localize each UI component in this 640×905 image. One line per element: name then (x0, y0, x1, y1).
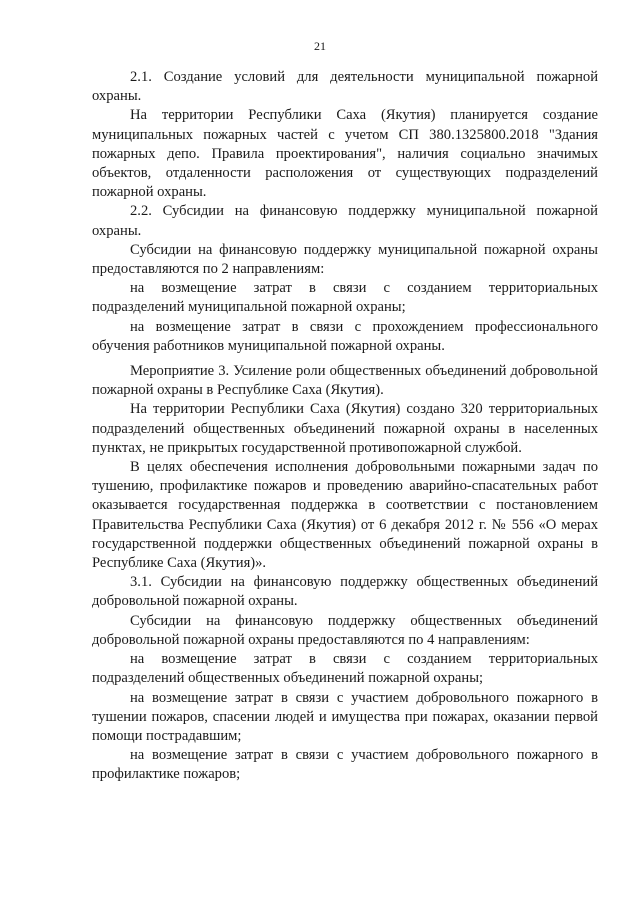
document-body (92, 68, 598, 785)
paragraph-2-1-heading: 2.1. Создание условий для деятельности муниципальной пожарной охраны. (92, 69, 598, 105)
paragraph: Субсидии на финансовую поддержку общественных объединений добровольной пожарной охраны предоставляются по 4 направлениям: (92, 612, 598, 648)
paragraph: Субсидии на финансовую поддержку муниципальной пожарной охраны предоставляются по 2 направлениям: (92, 241, 598, 278)
paragraph-list-item: на возмещение затрат в связи с участием добровольного пожарного в профилактике пожаров; (92, 747, 598, 783)
paragraph-3-1-heading: 3.1. Субсидии на финансовую поддержку общественных объединений добровольной пожарной охраны. (92, 574, 598, 610)
paragraph: На территории Республики Саха (Якутия) планируется создание муниципальных пожарных частей с учетом СП 380.1325800.2018 "Здания пожарных депо. Правила проектирования", наличия социально значимых объектов, отдаленности расположения от существующих подразделений пожарной охраны. (92, 107, 598, 201)
paragraph-list-item: на возмещение затрат в связи с прохождением профессионального обучения работников муниципальной пожарной охраны. (92, 318, 598, 354)
page-number: 21 (314, 39, 326, 53)
paragraph-list-item: на возмещение затрат в связи с созданием территориальных подразделений муниципальной пожарной охраны; (92, 280, 598, 316)
measure-3-heading: Мероприятие 3. Усиление роли общественных объединений добровольной пожарной охраны в Республике Саха (Якутия). (92, 363, 598, 399)
paragraph-list-item: на возмещение затрат в связи с созданием территориальных подразделений общественных объединений пожарной охраны; (92, 651, 598, 687)
paragraph: На территории Республики Саха (Якутия) создано 320 территориальных подразделений общественных объединений пожарной охраны в населенных пунктах, не прикрытых государственной противопожарной службой. (92, 401, 598, 456)
paragraph: В целях обеспечения исполнения добровольными пожарными задач по тушению, профилактике пожаров и проведению аварийно-спасательных работ оказывается государственная поддержка в соответствии с постановлением Правительства Республики Саха (Якутия) от 6 декабря 2012 г. № 556 «О мерах государственной поддержки общественных объединений пожарной охраны в Республике Саха (Якутия)». (92, 459, 598, 572)
paragraph-list-item: на возмещение затрат в связи с участием добровольного пожарного в тушении пожаров, спасении людей и имущества при пожарах, оказании первой помощи пострадавшим; (92, 689, 598, 744)
paragraph-2-2-heading: 2.2. Субсидии на финансовую поддержку муниципальной пожарной охраны. (92, 203, 598, 239)
